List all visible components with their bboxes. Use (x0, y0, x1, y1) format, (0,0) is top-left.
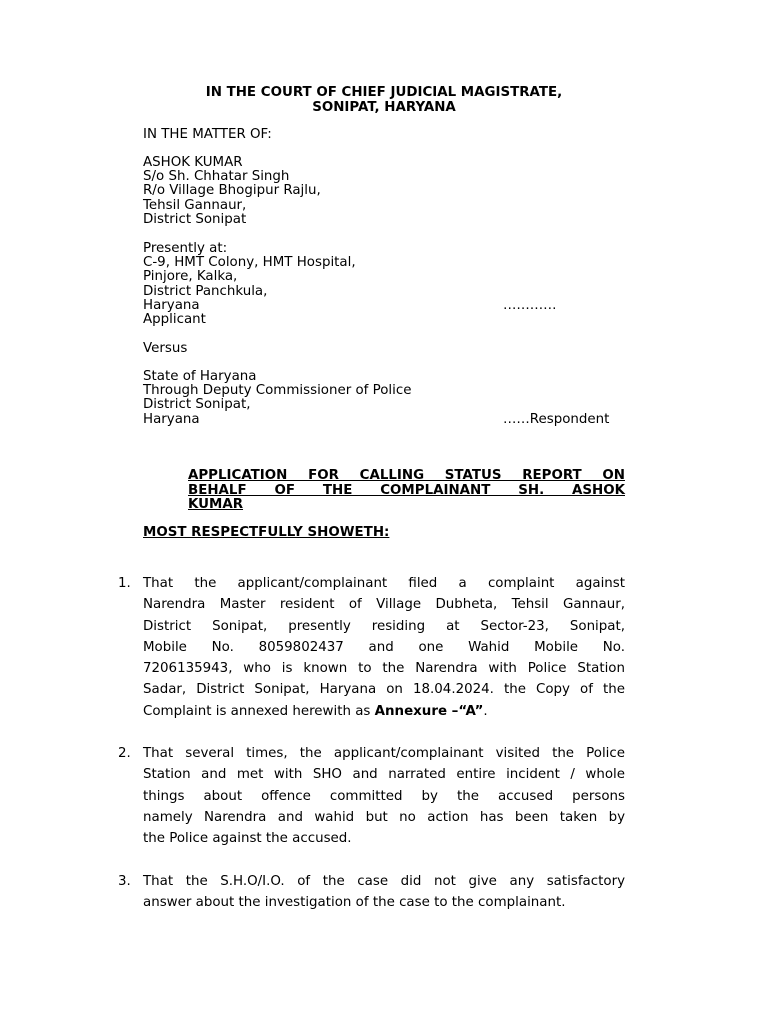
paragraph-line: That the S.H.O/I.O. of the case did not give any satisfactory (143, 874, 625, 889)
respondent-line: Through Deputy Commissioner of Police (143, 383, 412, 399)
paragraph-line: District Sonipat, presently residing at Sector-23, Sonipat, (143, 618, 625, 634)
application-title (188, 469, 625, 513)
versus-label: Versus (143, 341, 188, 356)
paragraph-2 (118, 743, 625, 849)
paragraph-line: Sadar, District Sonipat, Haryana on 18.04.2024. the Copy of the (143, 682, 625, 698)
applicant-line: ASHOK KUMAR (143, 155, 243, 170)
paragraph-number: 3. (118, 874, 131, 889)
paragraph-line: 7206135943, who is known to the Narendra with Police Station (143, 661, 625, 677)
paragraph-last-line (118, 701, 625, 722)
application-title-line-1: APPLICATION FOR CALLING STATUS REPORT ON (188, 468, 625, 483)
paragraph-line: Mobile No. 8059802437 and one Wahid Mobile No. (143, 639, 625, 655)
matter-of-label: IN THE MATTER OF: (143, 127, 272, 142)
applicant-line: S/o Sh. Chhatar Singh (143, 169, 290, 185)
paragraph-number: 2. (118, 746, 131, 761)
application-title-line-3: KUMAR (188, 497, 244, 512)
annexure-label: Annexure –“A” (374, 703, 484, 719)
applicant-dots: ………… (503, 298, 557, 313)
application-title-line-2: BEHALF OF THE COMPLAINANT SH. ASHOK (188, 482, 625, 498)
present-line: District Panchkula, (143, 283, 268, 299)
applicant-address (143, 156, 321, 227)
present-line: C-9, HMT Colony, HMT Hospital, (143, 255, 356, 271)
paragraph-1 (118, 573, 625, 722)
court-heading (0, 86, 768, 115)
applicant-line: R/o Village Bhogipur Rajlu, (143, 183, 321, 199)
present-line: Presently at: (143, 241, 228, 256)
applicant-line: District Sonipat (143, 211, 247, 227)
respondent-address (143, 370, 411, 427)
respondent-role: ……Respondent (503, 412, 610, 427)
paragraph-line: things about offence committed by the accused persons (143, 788, 625, 804)
showeth-heading: MOST RESPECTFULLY SHOWETH: (143, 525, 390, 540)
present-line: Haryana (143, 297, 200, 313)
paragraph-3 (118, 871, 625, 914)
paragraph-line: Station and met with SHO and narrated entire incident / whole (143, 767, 625, 783)
paragraph-line: That several times, the applicant/complainant visited the Police (143, 746, 625, 761)
annexure-prefix: Complaint is annexed herewith as (143, 703, 375, 719)
respondent-line: District Sonipat, (143, 397, 251, 413)
annexure-suffix: . (483, 703, 488, 719)
paragraph-line: the Police against the accused. (143, 831, 352, 847)
paragraph-line: namely Narendra and wahid but no action has been taken by (143, 809, 625, 825)
paragraph-number: 1. (118, 576, 131, 591)
court-heading-line-1: IN THE COURT OF CHIEF JUDICIAL MAGISTRATE, (205, 85, 563, 100)
present-line: Pinjore, Kalka, (143, 269, 238, 285)
applicant-role: Applicant (143, 312, 206, 328)
respondent-line: Haryana (143, 411, 200, 427)
paragraph-line: That the applicant/complainant filed a complaint against (143, 576, 625, 591)
paragraph-line: answer about the investigation of the case to the complainant. (143, 895, 566, 911)
applicant-line: Tehsil Gannaur, (143, 197, 247, 213)
respondent-line: State of Haryana (143, 369, 257, 384)
paragraph-line: Narendra Master resident of Village Dubheta, Tehsil Gannaur, (143, 597, 625, 613)
applicant-present-address (143, 242, 356, 327)
court-heading-line-2: SONIPAT, HARYANA (312, 99, 456, 115)
